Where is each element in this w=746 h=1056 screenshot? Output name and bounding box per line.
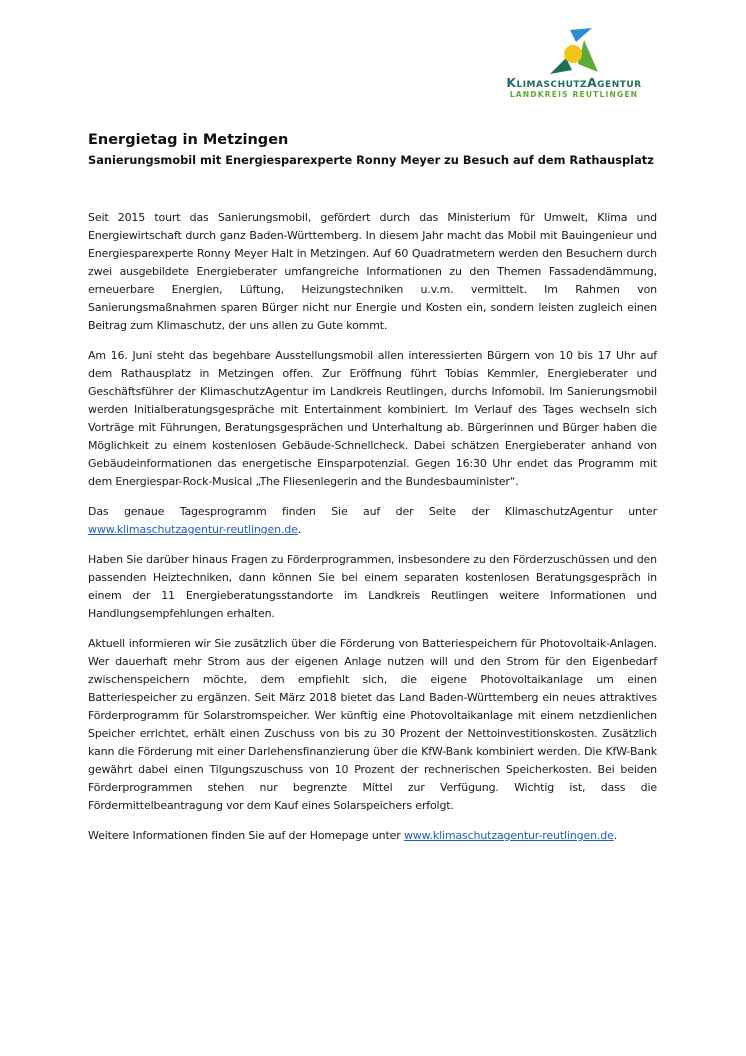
paragraph-program [88,503,657,539]
paragraph-funding-questions: Haben Sie darüber hinaus Fragen zu Förderprogrammen, insbesondere zu den Förderzuschüssen und den passenden Heiztechniken, dann können Sie bei einem separaten kostenlosen Beratungsgespräch in einem der 11 Energieberatungsstandorte im Landkreis Reutlingen weitere Informationen und Handlungsempfehlungen erhalten. [88,553,657,620]
paragraph-more-info [88,827,657,845]
logo [494,24,654,100]
paragraph-program-end: . [297,523,302,536]
klimaschutzagentur-logo-icon [546,24,600,74]
logo-blue-shape [570,28,592,42]
page-subtitle: Sanierungsmobil mit Energiesparexperte Ronny Meyer zu Besuch auf dem Rathausplatz [88,153,654,167]
paragraph-event: Am 16. Juni steht das begehbare Ausstellungsmobil allen interessierten Bürgern von 10 bis 17 Uhr auf dem Rathausplatz in Metzingen offen. Zur Eröffnung führt Tobias Kemmler, Energieberater und Geschäftsführer der KlimaschutzAgentur im Landkreis Reutlingen, durchs Infomobil. Im Sanierungsmobil werden Initialberatungsgespräche mit Entertainment kombiniert. Im Verlauf des Tages wechseln sich Vorträge mit Führungen, Beratungsgesprächen und Unterhaltung ab. Bürgerinnen und Bürger haben die Möglichkeit zu einem kostenlosen Gebäude-Schnellcheck. Dabei schätzen Energieberater anhand von Gebäudeinformationen das energetische Einsparpotenzial. Gegen 16:30 Uhr endet das Programm mit dem Energiespar-Rock-Musical „The Fliesenlegerin and the Bundesbauminister“. [88,349,657,488]
homepage-link[interactable]: www.klimaschutzagentur-reutlingen.de [403,829,614,842]
paragraph-more-info-end: . [613,829,618,842]
page-title: Energietag in Metzingen [88,132,289,148]
logo-name: KlimaschutzAgentur [506,75,642,90]
paragraph-more-info-text: Weitere Informationen finden Sie auf der Homepage unter [88,829,401,842]
paragraph-battery-storage: Aktuell informieren wir Sie zusätzlich über die Förderung von Batteriespeichern für Photovoltaik-Anlagen. Wer dauerhaft mehr Strom aus der eigenen Anlage nutzen will und den Strom für den Eigenbedarf zwischenspeichern möchte, dem empfiehlt sich, die eigene Photovoltaikanlage um einen Batteriespeicher zu ergänzen. Seit März 2018 bietet das Land Baden-Württemberg ein neues attraktives Förderprogramm für Solarstromspeicher. Wer künftig eine Photovoltaikanlage mit einem netzdienlichen Speicher errichtet, erhält einen Zuschuss von bis zu 30 Prozent der Nettoinvestitionskosten. Zusätzlich kann die Förderung mit einer Darlehensfinanzierung über die KfW-Bank kombiniert werden. Die KfW-Bank gewährt dabei einen Tilgungszuschuss von 10 Prozent der rechnerischen Speicherkosten. Bei beiden Förderprogrammen stehen nur begrenzte Mittel zur Verfügung. Wichtig ist, dass die Fördermittelbeantragung vor dem Kauf eines Solarspeichers erfolgt. [88,637,657,812]
paragraph-program-text: Das genaue Tagesprogramm finden Sie auf der Seite der KlimaschutzAgentur unter [88,505,657,518]
paragraph-intro: Seit 2015 tourt das Sanierungsmobil, gefördert durch das Ministerium für Umwelt, Klima und Energiewirtschaft durch ganz Baden-Württemberg. In diesem Jahr macht das Mobil mit Bauingenieur und Energiesparexperte Ronny Meyer Halt in Metzingen. Auf 60 Quadratmetern werden den Besuchern durch zwei ausgebildete Energieberater umfangreiche Informationen zu den Themen Fassadendämmung, erneuerbare Energien, Lüftung, Heizungstechniken u.v.m. vermittelt. Im Rahmen von Sanierungsmaßnahmen sparen Bürger nicht nur Energie und Kosten ein, sondern leisten zugleich einen Beitrag zum Klimaschutz, der uns allen zu Gute kommt. [88,211,657,332]
logo-subtitle: LANDKREIS REUTLINGEN [509,90,639,99]
website-link[interactable]: www.klimaschutzagentur-reutlingen.de [88,523,298,536]
article-body [88,209,657,857]
logo-sun-shape [564,45,582,63]
